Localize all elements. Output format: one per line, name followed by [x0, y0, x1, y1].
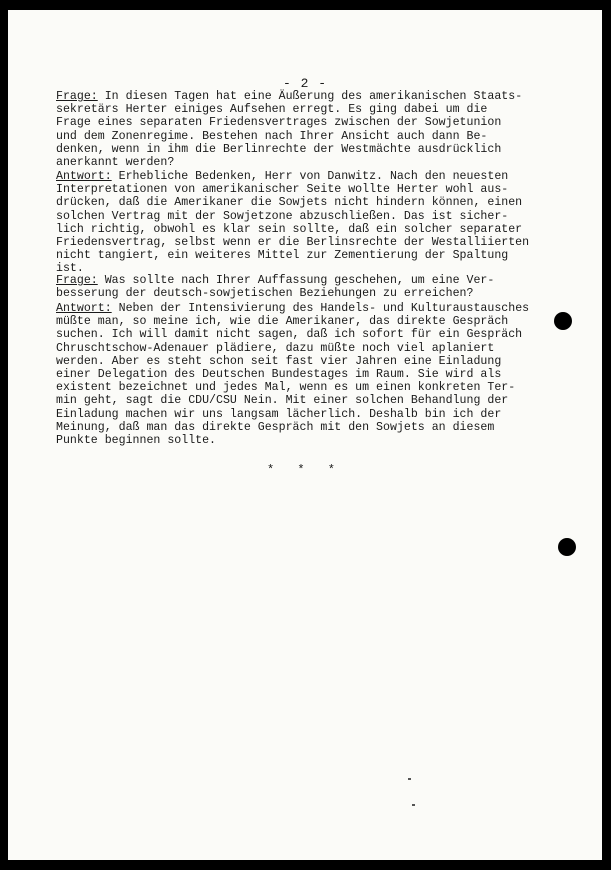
answer-2-line-9: Einladung machen wir uns langsam lächerlich. Deshalb bin ich der — [56, 407, 502, 421]
question-1-line-3: Frage eines separaten Friedensvertrages zwischen der Sowjetunion — [56, 116, 502, 130]
answer-1-line-8: ist. — [56, 262, 84, 276]
answer-2-line-2: müßte man, so meine ich, wie die Amerikaner, das direkte Gespräch — [56, 315, 509, 329]
answer-2-line-3: suchen. Ich will damit nicht sagen, daß ich sofort für ein Gespräch — [56, 328, 523, 342]
answer-label: Antwort: — [56, 170, 112, 183]
question-2-line-2: besserung der deutsch-sowjetischen Beziehungen zu erreichen? — [56, 287, 474, 301]
answer-2-line-8: min geht, sagt die CDU/CSU Nein. Mit einer solchen Behandlung der — [56, 394, 509, 408]
document-page — [8, 10, 602, 860]
answer-2-line-11: Punkte beginnen sollte. — [56, 434, 217, 448]
answer-1-line-7: nicht tangiert, ein weiteres Mittel zur Zementierung der Spaltung — [56, 249, 509, 263]
punch-hole-bottom — [558, 538, 576, 556]
scan-speck — [408, 778, 411, 780]
answer-2-line-5: werden. Aber es steht schon seit fast vier Jahren eine Einladung — [56, 354, 502, 368]
scan-speck — [412, 804, 415, 806]
answer-1-line-2: Interpretationen von amerikanischer Seite wollte Herter wohl aus- — [56, 183, 509, 197]
question-2 — [56, 274, 556, 300]
question-2-line-1: Was sollte nach Ihrer Auffassung geschehen, um eine Ver- — [97, 274, 495, 287]
question-1-line-6: anerkannt werden? — [56, 156, 175, 170]
question-label: Frage: — [56, 90, 98, 103]
question-1-line-4: und dem Zonenregime. Bestehen nach Ihrer Ansicht auch dann Be- — [56, 129, 488, 143]
answer-1-line-3: drücken, daß die Amerikaner die Sowjets nicht hindern können, einen — [56, 196, 523, 210]
question-label: Frage: — [56, 274, 98, 287]
question-1 — [56, 90, 556, 169]
question-1-line-1: In diesen Tagen hat eine Äußerung des amerikanischen Staats- — [97, 90, 523, 103]
answer-2-line-10: Meinung, daß man das direkte Gespräch mit den Sowjets an diesem — [56, 420, 495, 434]
answer-2-line-7: existent bezeichnet und jedes Mal, wenn es um einen konkreten Ter- — [56, 381, 516, 395]
question-1-line-2: sekretärs Herter einiges Aufsehen erregt. Es ging dabei um die — [56, 103, 488, 117]
answer-2 — [56, 302, 556, 447]
punch-hole-top — [554, 312, 572, 330]
answer-2-line-6: einer Delegation des Deutschen Bundestages im Raum. Sie wird als — [56, 368, 502, 382]
question-1-line-5: denken, wenn in ihm die Berlinrechte der Westmächte ausdrücklich — [56, 142, 502, 156]
answer-2-line-1: Neben der Intensivierung des Handels- und Kulturaustausches — [111, 302, 530, 315]
page-number: - 2 - — [282, 76, 327, 91]
answer-1-line-6: Friedensvertrag, selbst wenn er die Berlinsrechte der Westalliierten — [56, 236, 530, 250]
answer-label: Antwort: — [56, 302, 112, 315]
answer-1 — [56, 170, 556, 276]
section-end-mark: * * * — [266, 463, 343, 477]
answer-1-line-1: Erhebliche Bedenken, Herr von Danwitz. Nach den neuesten — [111, 170, 509, 183]
answer-1-line-4: solchen Vertrag mit der Sowjetzone abzuschließen. Das ist sicher- — [56, 209, 509, 223]
answer-1-line-5: lich richtig, obwohl es klar sein sollte, daß ein solcher separater — [56, 222, 523, 236]
answer-2-line-4: Chruschtschow-Adenauer plädiere, dazu müßte noch viel aplaniert — [56, 341, 495, 355]
